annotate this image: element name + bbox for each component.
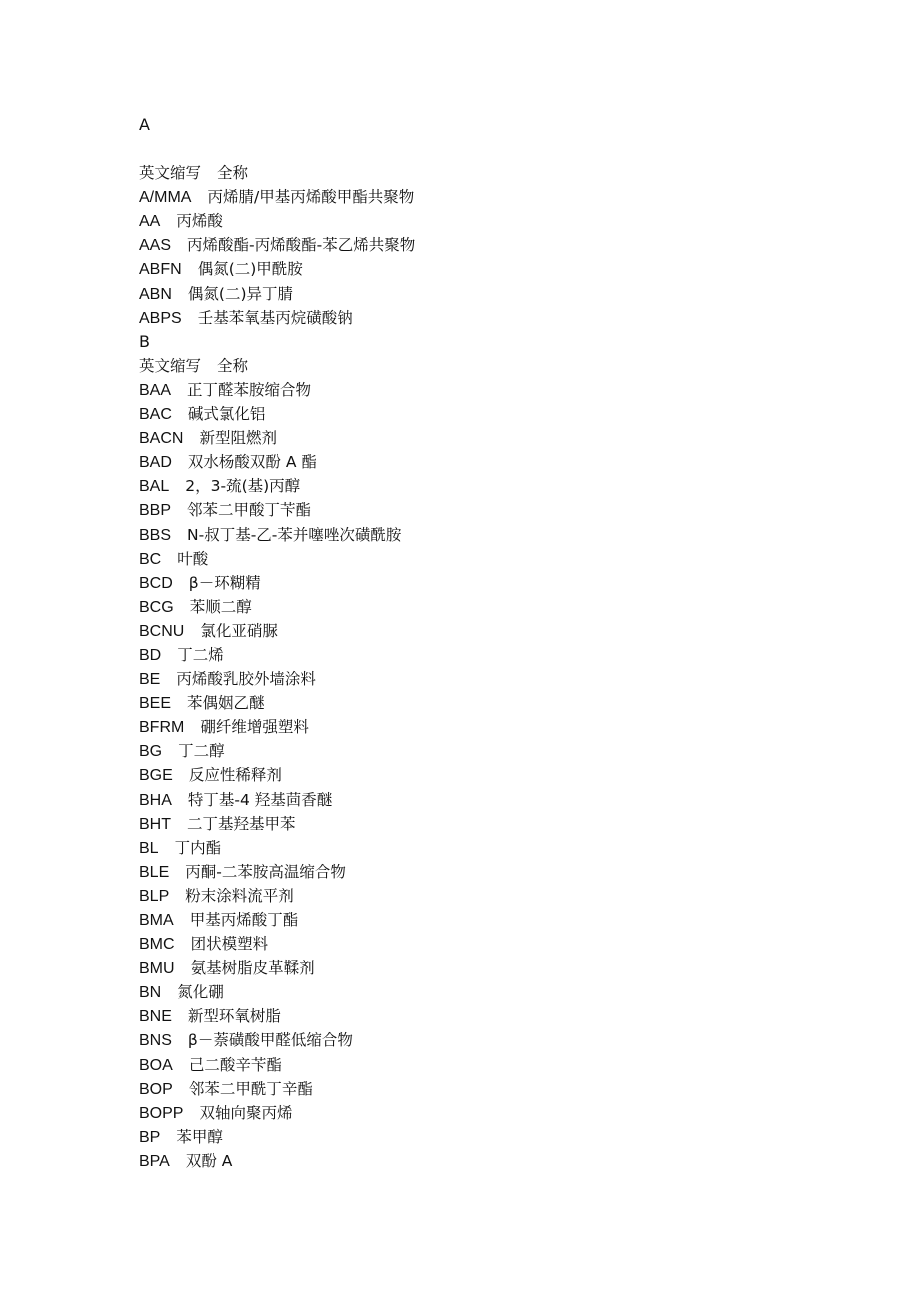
entry-full-name: 邻苯二甲酰丁辛酯 xyxy=(188,1079,313,1098)
entry-row xyxy=(139,908,839,932)
entry-abbr: AA xyxy=(139,213,161,231)
entry-full-name: 丙烯腈/甲基丙烯酸甲酯共聚物 xyxy=(207,188,415,207)
entry-row xyxy=(139,884,839,908)
entry-full-name: 粉末涂料流平剂 xyxy=(185,886,294,905)
entry-abbr: BLP xyxy=(139,887,170,905)
entry-full-name: 双轴向聚丙烯 xyxy=(199,1103,293,1122)
entry-row xyxy=(139,1004,839,1028)
entry-abbr: BCG xyxy=(139,598,174,616)
entry-full-name: 新型环氧树脂 xyxy=(187,1007,281,1026)
entry-row xyxy=(139,1149,839,1173)
entry-abbr: BBP xyxy=(139,502,172,520)
entry-abbr: BHA xyxy=(139,791,172,809)
spacer xyxy=(139,137,839,161)
entry-full-name: 氨基树脂皮革鞣剂 xyxy=(190,959,315,978)
entry-full-name: 碱式氯化铝 xyxy=(187,405,266,424)
entry-full-name: 丙烯酸乳胶外墙涂料 xyxy=(176,670,316,689)
entry-row xyxy=(139,209,839,233)
entry-abbr: BAC xyxy=(139,406,172,424)
entry-abbr: BGE xyxy=(139,767,173,785)
entry-row xyxy=(139,402,839,426)
entry-row xyxy=(139,1125,839,1149)
entry-row xyxy=(139,619,839,643)
entry-full-name: 丁二醇 xyxy=(178,742,225,761)
entry-row xyxy=(139,643,839,667)
entry-abbr: BE xyxy=(139,671,161,689)
column-header-row xyxy=(139,354,839,378)
entry-abbr: BAD xyxy=(139,454,172,472)
entry-row xyxy=(139,185,839,209)
entry-row xyxy=(139,426,839,450)
entry-row xyxy=(139,860,839,884)
entry-abbr: BMC xyxy=(139,936,175,954)
entry-abbr: BACN xyxy=(139,430,184,448)
entry-abbr: BP xyxy=(139,1128,161,1146)
section-letter: B xyxy=(139,331,150,351)
header-abbr: 英文缩写 xyxy=(139,356,202,375)
entry-abbr: ABFN xyxy=(139,261,182,279)
section-letter: A xyxy=(139,115,150,134)
entry-row xyxy=(139,1101,839,1125)
entry-row xyxy=(139,306,839,330)
entry-full-name: 双水杨酸双酚 A 酯 xyxy=(187,453,317,472)
entry-row xyxy=(139,667,839,691)
entry-row xyxy=(139,474,839,498)
entry-abbr: BAL xyxy=(139,478,170,496)
entry-row xyxy=(139,595,839,619)
entry-row xyxy=(139,739,839,763)
entry-abbr: BLE xyxy=(139,863,170,881)
entry-full-name: β－环糊精 xyxy=(188,573,261,592)
entry-row xyxy=(139,450,839,474)
entry-row xyxy=(139,378,839,402)
entry-abbr: ABN xyxy=(139,285,172,303)
entry-full-name: 丙酮-二苯胺高温缩合物 xyxy=(185,862,346,881)
entry-full-name: 丁内酯 xyxy=(174,838,222,857)
entry-row xyxy=(139,812,839,836)
entry-full-name: 2，3-巯(基)丙醇 xyxy=(185,477,301,496)
column-header-row xyxy=(139,161,839,185)
entry-full-name: 二丁基羟基甲苯 xyxy=(187,814,296,833)
entry-abbr: BNS xyxy=(139,1032,172,1050)
entry-abbr: BPA xyxy=(139,1152,170,1170)
document-body xyxy=(139,113,839,1173)
entry-row xyxy=(139,836,839,860)
entry-row xyxy=(139,691,839,715)
entry-abbr: BD xyxy=(139,646,162,664)
entry-row xyxy=(139,932,839,956)
entry-full-name: β－萘磺酸甲醛低缩合物 xyxy=(187,1031,353,1050)
entry-full-name: 反应性稀释剂 xyxy=(188,766,282,785)
entry-abbr: ABPS xyxy=(139,309,182,327)
entry-row xyxy=(139,257,839,281)
entry-full-name: 己二酸辛苄酯 xyxy=(188,1055,282,1074)
entry-full-name: 正丁醛苯胺缩合物 xyxy=(187,380,312,399)
entry-full-name: 邻苯二甲酸丁苄酯 xyxy=(187,501,312,520)
entry-abbr: BOP xyxy=(139,1080,173,1098)
entry-full-name: 苯顺二醇 xyxy=(189,597,252,616)
entry-row xyxy=(139,1053,839,1077)
header-full: 全称 xyxy=(217,356,249,375)
header-abbr: 英文缩写 xyxy=(139,164,202,183)
entry-full-name: 丙烯酸酯-丙烯酸酯-苯乙烯共聚物 xyxy=(187,236,416,255)
entry-row xyxy=(139,498,839,522)
entry-row xyxy=(139,547,839,571)
entry-full-name: 特丁基-4 羟基茴香醚 xyxy=(187,790,333,809)
entry-abbr: BC xyxy=(139,550,162,568)
entry-abbr: BN xyxy=(139,984,162,1002)
entry-abbr: BEE xyxy=(139,695,172,713)
entry-abbr: AAS xyxy=(139,237,172,255)
entry-row xyxy=(139,788,839,812)
entry-abbr: A/MMA xyxy=(139,189,192,207)
entry-abbr: BBS xyxy=(139,526,172,544)
entry-full-name: N-叔丁基-乙-苯并噻唑次磺酰胺 xyxy=(187,525,402,544)
entry-full-name: 氮化硼 xyxy=(177,983,224,1002)
entry-full-name: 偶氮(二)甲酰胺 xyxy=(197,260,303,279)
entry-full-name: 壬基苯氧基丙烷磺酸钠 xyxy=(197,308,353,327)
entry-row xyxy=(139,1028,839,1052)
entry-row xyxy=(139,715,839,739)
entry-abbr: BL xyxy=(139,839,159,857)
entry-full-name: 硼纤维增强塑料 xyxy=(200,718,309,737)
entry-abbr: BHT xyxy=(139,815,171,833)
entry-row xyxy=(139,980,839,1004)
entry-abbr: BOPP xyxy=(139,1104,184,1122)
entry-full-name: 叶酸 xyxy=(177,549,209,568)
entry-full-name: 偶氮(二)异丁腈 xyxy=(187,284,294,303)
entry-row xyxy=(139,956,839,980)
entry-full-name: 甲基丙烯酸丁酯 xyxy=(189,911,299,929)
entry-full-name: 双酚 A xyxy=(185,1151,233,1170)
entry-full-name: 丙烯酸 xyxy=(176,212,223,231)
entry-abbr: BFRM xyxy=(139,719,185,737)
entry-full-name: 新型阻燃剂 xyxy=(199,429,277,448)
entry-abbr: BMA xyxy=(139,912,174,929)
entry-row xyxy=(139,763,839,787)
entry-row xyxy=(139,1077,839,1101)
entry-abbr: BCNU xyxy=(139,622,185,640)
entry-row xyxy=(139,282,839,306)
entry-full-name: 丁二烯 xyxy=(177,645,224,664)
entry-row xyxy=(139,523,839,547)
entry-abbr: BNE xyxy=(139,1008,172,1026)
entry-full-name: 团状模塑料 xyxy=(190,935,269,954)
entry-abbr: BOA xyxy=(139,1056,173,1074)
entry-row xyxy=(139,571,839,595)
entry-abbr: BMU xyxy=(139,960,175,978)
entry-abbr: BG xyxy=(139,743,163,761)
entry-abbr: BAA xyxy=(139,381,172,399)
entry-abbr: BCD xyxy=(139,574,173,592)
header-full: 全称 xyxy=(217,164,249,183)
entry-full-name: 氯化亚硝脲 xyxy=(200,621,278,640)
entry-row xyxy=(139,233,839,257)
entry-full-name: 苯偶姻乙醚 xyxy=(187,694,265,713)
entry-full-name: 苯甲醇 xyxy=(176,1127,223,1146)
